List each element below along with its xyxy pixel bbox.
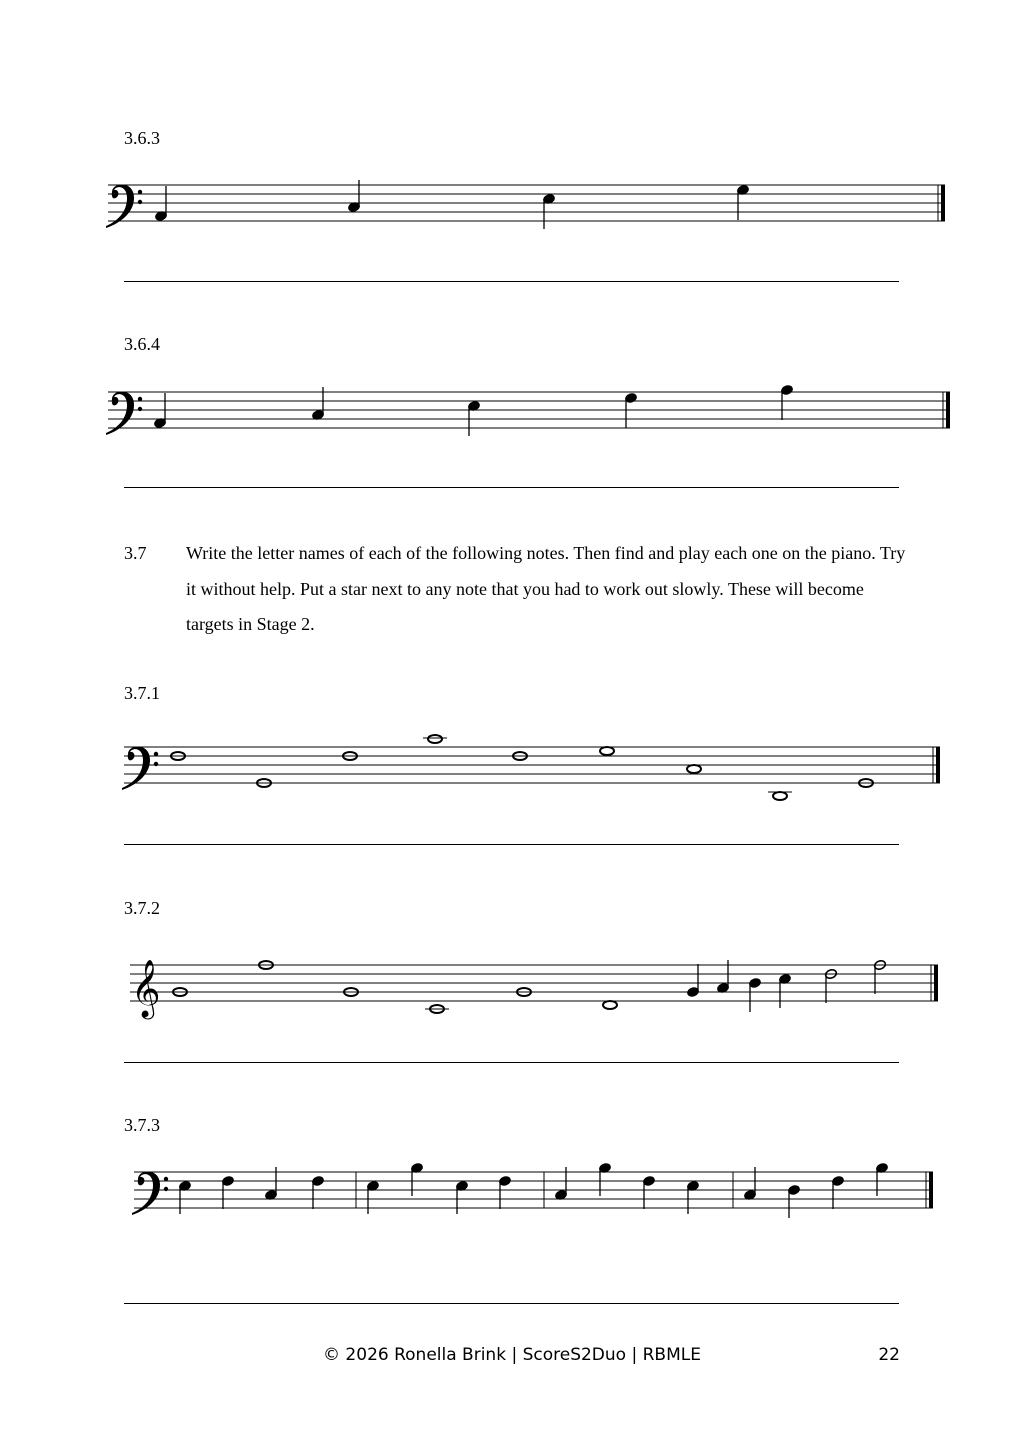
staff-3-6-3 [108, 185, 945, 221]
staff-3-6-4 [108, 392, 950, 428]
exercise-label-3-7-3: 3.7.3 [124, 1115, 160, 1135]
notes-3-6-3 [154, 180, 749, 229]
instruction-text: Write the letter names of each of the following notes. Then find and play each one on the piano. Try it without help. Put a star next to any note that you had to work out slowly. These will become targets in Stage 2. [186, 543, 906, 634]
notes-3-7-2 [173, 961, 617, 1013]
exercise-label-3-7-2: 3.7.2 [124, 898, 160, 918]
staff-3-7-3 [134, 1172, 933, 1208]
half-notes-3-7-2 [824, 959, 886, 1003]
exercise-label-3-6-3: 3.6.3 [124, 128, 160, 148]
answer-line-3-7-3[interactable] [124, 1303, 899, 1304]
notes-3-7-1 [171, 735, 873, 800]
answer-line-3-7-2[interactable] [124, 1062, 899, 1063]
treble-clef-icon: 𝄞 [131, 959, 161, 1017]
instruction-number: 3.7 [124, 543, 147, 563]
page-number: 22 [878, 1345, 900, 1365]
answer-line-3-7-1[interactable] [124, 844, 899, 845]
answer-line-3-6-4[interactable] [124, 487, 899, 488]
footer-copyright: © 2026 Ronella Brink | ScoreS2Duo | RBMLE [323, 1345, 701, 1365]
exercise-label-3-6-4: 3.6.4 [124, 334, 160, 354]
staff-3-7-2 [130, 965, 938, 1001]
answer-line-3-6-3[interactable] [124, 281, 899, 282]
exercise-label-3-7-1: 3.7.1 [124, 683, 160, 703]
staff-3-7-1 [124, 747, 940, 783]
quarter-notes-3-7-2 [686, 960, 791, 1012]
